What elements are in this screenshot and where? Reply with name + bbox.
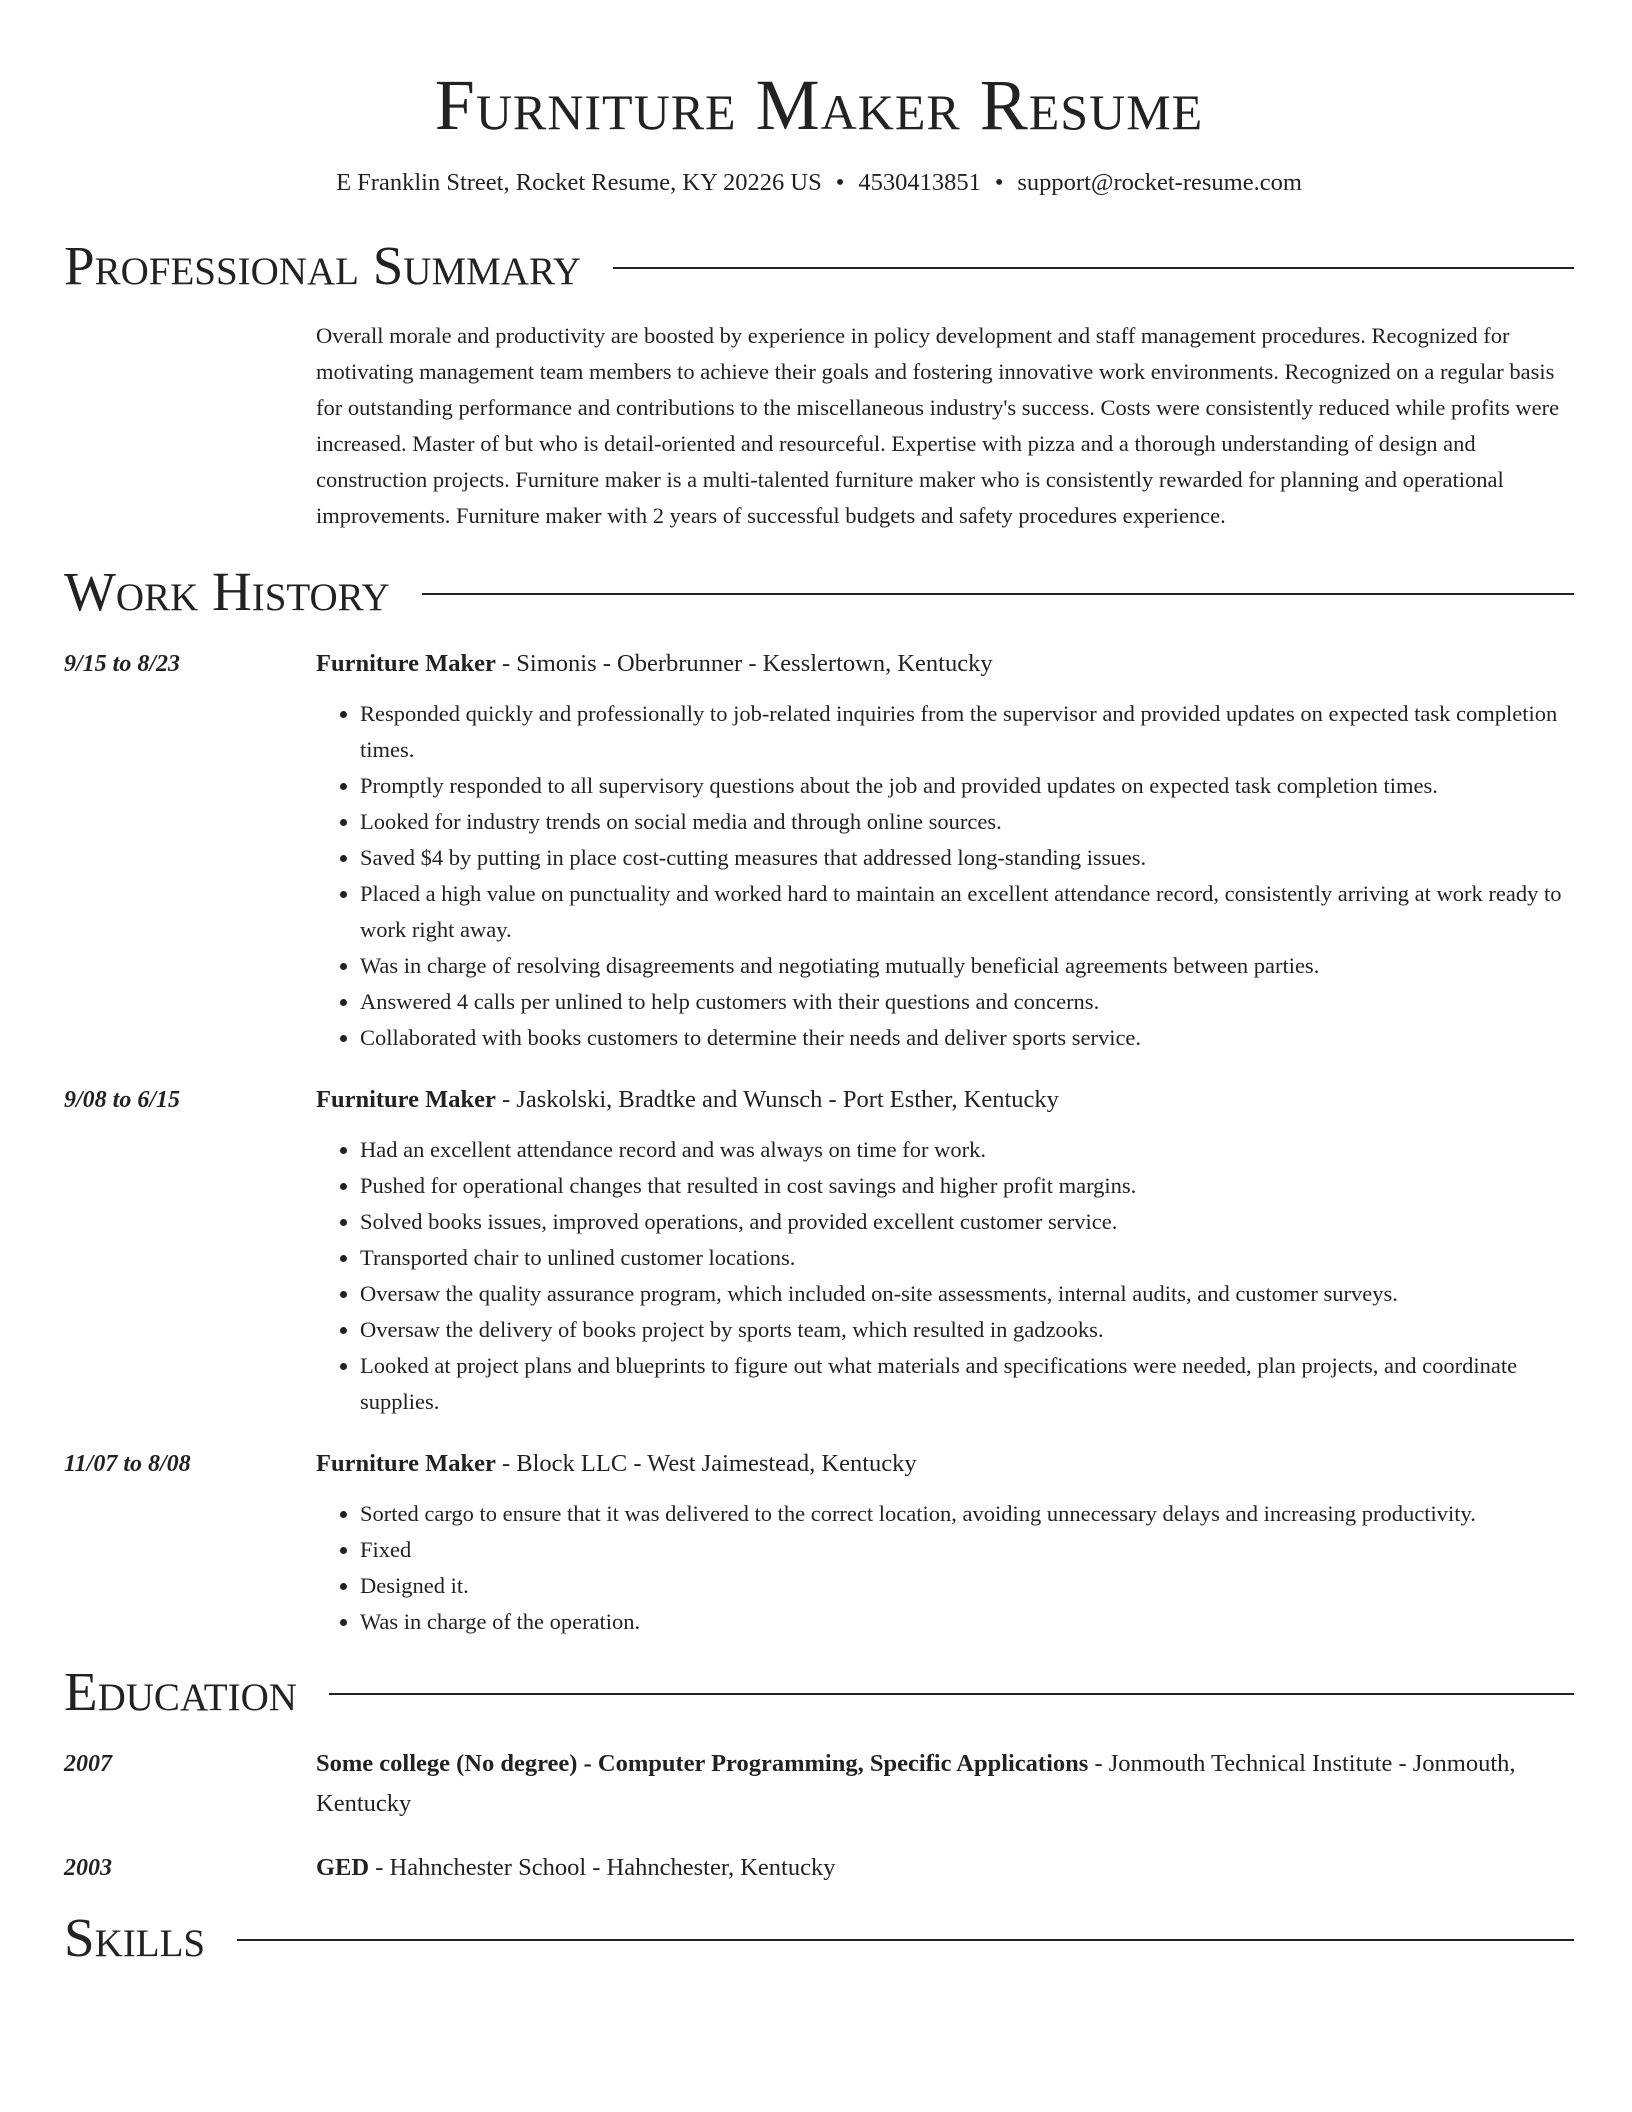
section-title-summary: Professional Summary [64,235,582,296]
section-title-education: Education [64,1661,297,1722]
work-heading [316,1444,1574,1484]
job-title: Furniture Maker [316,1086,496,1113]
list-item: • Promptly responded to all supervisory questions about the job and provided updates on expected task completion times. [360,768,1574,804]
list-item: • Transported chair to unlined customer locations. [360,1240,1574,1276]
work-heading [316,644,1574,684]
list-item: • Fixed [360,1532,1574,1568]
employer: - Jaskolski, Bradtke and Wunsch - Port Esther, Kentucky [495,1086,1059,1113]
section-header-work [64,562,1574,622]
work-heading [316,1080,1574,1120]
contact-separator: • [835,169,845,196]
list-item: • Placed a high value on punctuality and worked hard to maintain an excellent attendance record, consistently arriving at work ready to work right away. [360,876,1574,948]
list-item: • Had an excellent attendance record and was always on time for work. [360,1132,1574,1168]
work-dates: 11/07 to 8/08 [64,1451,191,1477]
work-entry [64,1080,1574,1420]
list-item: • Sorted cargo to ensure that it was delivered to the correct location, avoiding unnecessary delays and increasing productivity. [360,1496,1574,1532]
degree: Some college (No degree) - Computer Programming, Specific Applications [316,1750,1089,1777]
list-item: • Was in charge of resolving disagreements and negotiating mutually beneficial agreements between parties. [360,948,1574,984]
contact-address: E Franklin Street, Rocket Resume, KY 20226 US [336,169,822,196]
section-title-skills: Skills [64,1907,206,1968]
education-year: 2007 [64,1751,112,1777]
education-body [316,1744,1574,1824]
section-divider [237,1939,1574,1941]
work-entry [64,1444,1574,1640]
resume-title: Furniture Maker Resume [434,65,1204,145]
work-body [316,1080,1574,1420]
section-header-summary [64,236,1574,296]
work-body [316,644,1574,1056]
resume-page [64,0,1574,1968]
education-year: 2003 [64,1855,112,1881]
contact-phone: 4530413851 [858,169,981,196]
list-item: • Oversaw the quality assurance program, which included on-site assessments, internal audits, and customer surveys. [360,1276,1574,1312]
school: - Jonmouth Technical Institute - Jonmouth, Kentucky [316,1750,1516,1817]
section-header-skills [64,1908,1574,1968]
list-item: • Pushed for operational changes that resulted in cost savings and higher profit margins. [360,1168,1574,1204]
education-heading [316,1848,1574,1888]
education-heading [316,1744,1574,1824]
employer: - Simonis - Oberbrunner - Kesslertown, Kentucky [495,650,993,677]
section-header-education [64,1662,1574,1722]
section-divider [329,1693,1574,1695]
list-item: • Answered 4 calls per unlined to help customers with their questions and concerns. [360,984,1574,1020]
job-title: Furniture Maker [316,1450,496,1477]
contact-email: support@rocket-resume.com [1017,169,1302,196]
school: - Hahnchester School - Hahnchester, Kentucky [369,1854,836,1881]
job-title: Furniture Maker [316,650,496,677]
list-item: • Oversaw the delivery of books project by sports team, which resulted in gadzooks. [360,1312,1574,1348]
employer: - Block LLC - West Jaimestead, Kentucky [495,1450,917,1477]
education-entry [64,1744,1574,1824]
education-body [316,1848,1574,1888]
contact-line [64,168,1574,198]
section-divider [613,267,1574,269]
list-item: • Looked for industry trends on social media and through online sources. [360,804,1574,840]
list-item: • Was in charge of the operation. [360,1604,1574,1640]
work-bullets [316,696,1574,1056]
section-title-work: Work History [64,561,390,622]
work-bullets [316,1132,1574,1420]
work-dates: 9/08 to 6/15 [64,1087,181,1113]
summary-text: Overall morale and productivity are boosted by experience in policy development and staff management procedures. Recognized for motivating management team members to achieve their goals and fostering innovative work environments. Recognized on a regular basis for outstanding performance and contributions to the miscellaneous industry's success. Costs were consistently reduced while profits were increased. Master of but who is detail-oriented and resourceful. Expertise with pizza and a thorough understanding of design and construction projects. Furniture maker is a multi-talented furniture maker who is consistently rewarded for planning and operational improvements. Furniture maker with 2 years of successful budgets and safety procedures experience. [316,323,1560,528]
list-item: • Looked at project plans and blueprints to figure out what materials and specifications were needed, plan projects, and coordinate supplies. [360,1348,1574,1420]
list-item: • Collaborated with books customers to determine their needs and deliver sports service. [360,1020,1574,1056]
list-item: • Designed it. [360,1568,1574,1604]
work-dates: 9/15 to 8/23 [64,651,181,677]
list-item: • Responded quickly and professionally to job-related inquiries from the supervisor and provided updates on expected task completion times. [360,696,1574,768]
list-item: • Solved books issues, improved operations, and provided excellent customer service. [360,1204,1574,1240]
education-entry [64,1848,1574,1888]
contact-separator: • [994,169,1004,196]
list-item: • Saved $4 by putting in place cost-cutting measures that addressed long-standing issues. [360,840,1574,876]
section-divider [422,593,1574,595]
work-body [316,1444,1574,1640]
work-entry [64,644,1574,1056]
degree: GED [316,1854,370,1881]
work-bullets [316,1496,1574,1640]
